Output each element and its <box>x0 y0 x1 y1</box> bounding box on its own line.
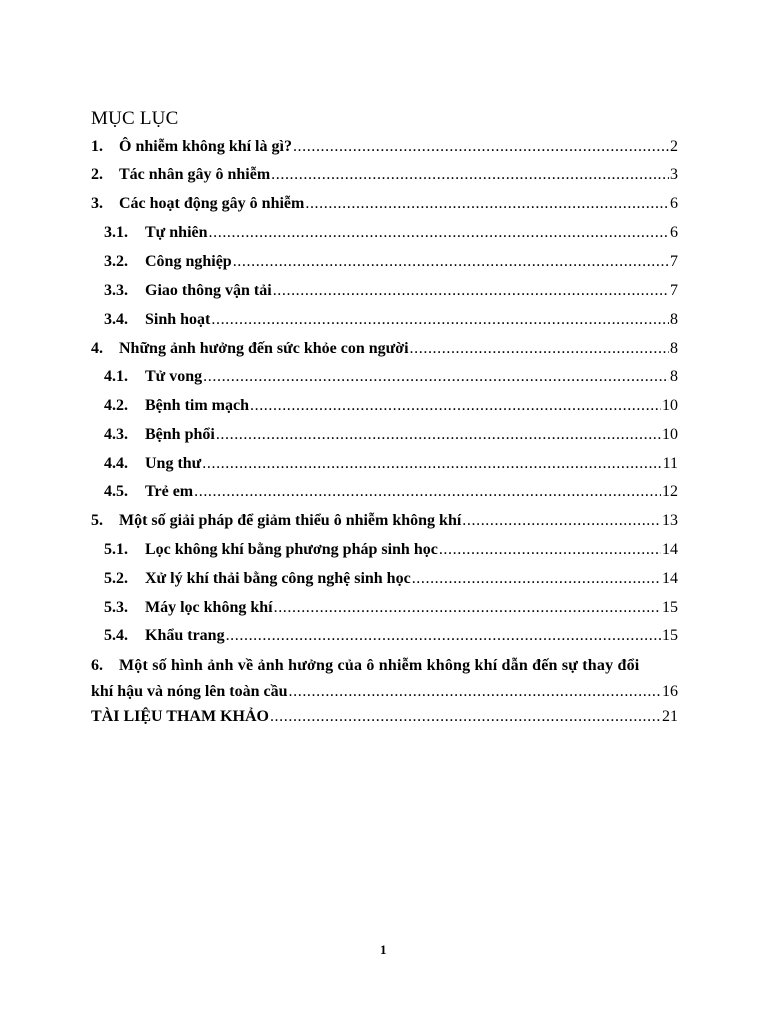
toc-entry-page: 13 <box>662 512 678 529</box>
dot-leader <box>202 453 661 475</box>
toc-entry-label: Giao thông vận tải <box>145 282 272 299</box>
toc-entry-label: Một số hình ảnh về ảnh hưởng của ô nhiễm không khí dẫn đến sự thay đổi <box>119 657 640 674</box>
toc-entry-number: 5.2. <box>104 570 128 587</box>
toc-entry-page: 8 <box>670 340 678 357</box>
toc-entry-page: 8 <box>670 368 678 385</box>
toc-entry-label: Trẻ em <box>145 483 194 500</box>
toc-entry-label: Bệnh tim mạch <box>145 397 249 414</box>
dot-leader <box>226 625 661 647</box>
toc-subentry[interactable] <box>104 481 678 503</box>
toc-entry-number: 4.2. <box>104 397 128 414</box>
dot-leader <box>412 568 661 590</box>
toc-subentry[interactable] <box>104 625 678 647</box>
toc-entry-number: 4. <box>91 340 103 357</box>
toc-entry-page: 6 <box>670 224 678 241</box>
toc-entry-label: Các hoạt động gây ô nhiễm <box>119 195 305 212</box>
toc-entry-number: 1. <box>91 138 103 155</box>
toc-entry-line <box>91 653 678 679</box>
toc-subentry[interactable] <box>104 424 678 446</box>
toc-subentry[interactable] <box>104 251 678 273</box>
toc-entry-number: 4.4. <box>104 455 128 472</box>
toc-title: MỤC LỤC <box>91 108 179 129</box>
toc-entry[interactable] <box>91 136 678 158</box>
toc-subentry[interactable] <box>104 597 678 619</box>
dot-leader <box>289 679 661 705</box>
dot-leader <box>203 366 669 388</box>
toc-entry-number: 5.1. <box>104 541 128 558</box>
toc-entry-number: 3.1. <box>104 224 128 241</box>
toc-entry-label: Lọc không khí bằng phương pháp sinh học <box>145 541 438 558</box>
toc-entry-page: 7 <box>670 282 678 299</box>
dot-leader <box>305 193 669 215</box>
toc-entry-page: 16 <box>662 683 678 700</box>
toc-subentry[interactable] <box>104 309 678 331</box>
toc-entry-page: 11 <box>662 455 678 472</box>
toc-entry-number: 3.2. <box>104 253 128 270</box>
toc-subentry[interactable] <box>104 539 678 561</box>
toc-entry-label: Bệnh phổi <box>145 426 215 443</box>
toc-entry-label: Một số giải pháp để giảm thiểu ô nhiễm không khí <box>119 512 462 529</box>
toc-entry-label: TÀI LIỆU THAM KHẢO <box>91 708 269 725</box>
toc-subentry[interactable] <box>104 366 678 388</box>
toc-entry-label: Công nghiệp <box>145 253 232 270</box>
toc-entry-page: 6 <box>670 195 678 212</box>
toc-entry-page: 10 <box>662 397 678 414</box>
toc-entry-label: Ung thư <box>145 455 202 472</box>
toc-entry-number: 4.3. <box>104 426 128 443</box>
toc-entry[interactable] <box>91 164 678 186</box>
page-number: 1 <box>380 942 387 957</box>
dot-leader <box>216 424 661 446</box>
toc-entry-number: 6. <box>91 657 103 674</box>
dot-leader <box>233 251 669 273</box>
toc-entry-label: Khẩu trang <box>145 627 225 644</box>
toc-entry-number: 4.1. <box>104 368 128 385</box>
toc-entry-page: 14 <box>662 570 678 587</box>
toc-entry-label: Sinh hoạt <box>145 311 211 328</box>
toc-entry-page: 12 <box>662 483 678 500</box>
toc-entry-label: Xử lý khí thải bằng công nghệ sinh học <box>145 570 411 587</box>
toc-entry-page: 2 <box>670 138 678 155</box>
toc-entry-number: 5.4. <box>104 627 128 644</box>
dot-leader <box>194 481 661 503</box>
toc-entry-label: Ô nhiễm không khí là gì? <box>119 138 292 155</box>
toc-entry-label: Tác nhân gây ô nhiễm <box>119 166 271 183</box>
dot-leader <box>250 395 661 417</box>
toc-entry-page: 8 <box>670 311 678 328</box>
toc-entry-label-continued: khí hậu và nóng lên toàn cầu <box>91 683 288 700</box>
toc-entry-references[interactable] <box>91 706 678 728</box>
dot-leader <box>271 164 669 186</box>
dot-leader <box>211 309 669 331</box>
toc-entry-label: Tử vong <box>145 368 203 385</box>
toc-entry[interactable] <box>91 193 678 215</box>
toc-entry-label: Những ảnh hưởng đến sức khỏe con người <box>119 340 409 357</box>
toc-entry-number: 4.5. <box>104 483 128 500</box>
toc-entry-label: Máy lọc không khí <box>145 599 273 616</box>
toc-entry[interactable] <box>91 510 678 532</box>
toc-entry-number: 5. <box>91 512 103 529</box>
toc-subentry[interactable] <box>104 280 678 302</box>
toc-entry[interactable] <box>91 338 678 360</box>
dot-leader <box>462 510 661 532</box>
toc-subentry[interactable] <box>104 222 678 244</box>
toc-entry-number: 5.3. <box>104 599 128 616</box>
dot-leader <box>209 222 669 244</box>
toc-entry-multiline[interactable] <box>91 653 678 705</box>
toc-entry-number: 2. <box>91 166 103 183</box>
toc-entry-page: 3 <box>670 166 678 183</box>
toc-entry-page: 7 <box>670 253 678 270</box>
toc-entry-line <box>91 679 678 705</box>
toc-entry-page: 15 <box>662 599 678 616</box>
toc-entry-page: 14 <box>662 541 678 558</box>
toc-entry-number: 3.3. <box>104 282 128 299</box>
toc-entry-number: 3. <box>91 195 103 212</box>
toc-subentry[interactable] <box>104 453 678 475</box>
dot-leader <box>274 597 661 619</box>
dot-leader <box>410 338 669 360</box>
toc-subentry[interactable] <box>104 568 678 590</box>
dot-leader <box>273 280 669 302</box>
toc-subentry[interactable] <box>104 395 678 417</box>
dot-leader <box>293 136 669 158</box>
toc-entry-page: 10 <box>662 426 678 443</box>
toc-entry-page: 21 <box>662 708 678 725</box>
dot-leader <box>270 706 661 728</box>
toc-entry-number: 3.4. <box>104 311 128 328</box>
dot-leader <box>439 539 661 561</box>
toc-entry-label: Tự nhiên <box>145 224 208 241</box>
toc-entry-page: 15 <box>662 627 678 644</box>
